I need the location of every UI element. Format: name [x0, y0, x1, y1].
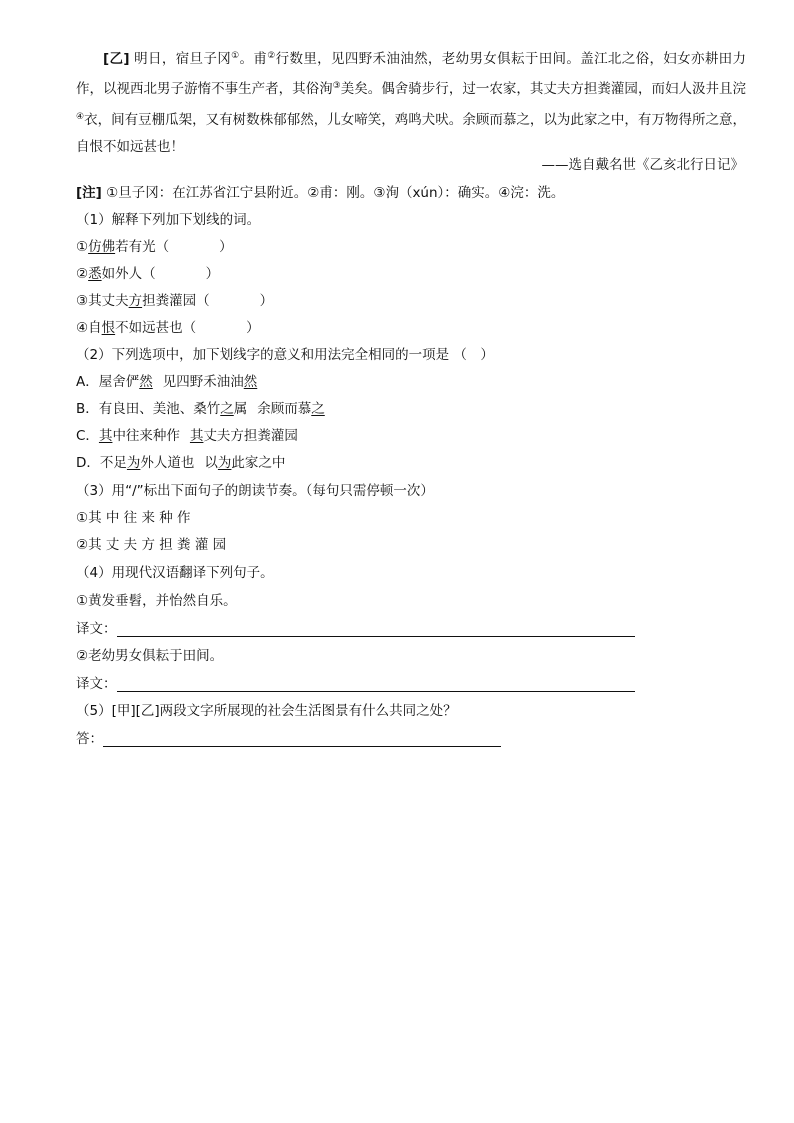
- q3-sentence[interactable]: ①其 中 往 来 种 作: [76, 510, 191, 526]
- q4-sentence: ②老幼男女俱耘于田间。: [76, 648, 224, 664]
- q1-item: ④自恨不如远甚也（ ）: [76, 320, 260, 336]
- footnote-marker: ②: [267, 51, 276, 61]
- answer-line[interactable]: [117, 673, 635, 692]
- q4-sentence: ①黄发垂髫，并怡然自乐。: [76, 593, 237, 609]
- question-4-prompt: （4）用现代汉语翻译下列句子。: [76, 565, 274, 581]
- question-2-prompt: （2）下列选项中，加下划线字的意义和用法完全相同的一项是 （ ）: [76, 347, 494, 363]
- q2-option-b[interactable]: B．有良田、美池、桑竹之属 余顾而慕之: [76, 401, 325, 417]
- answer-label: 译文：: [76, 676, 117, 692]
- q1-item: ①仿佛若有光（ ）: [76, 239, 233, 255]
- answer-label: 答：: [76, 731, 103, 747]
- question-3-prompt: （3）用“/”标出下面句子的朗读节奏。（每句只需停顿一次）: [76, 483, 434, 499]
- note-text: ①旦子冈：在江苏省江宁县附近。②甫：刚。③洵（xún）：确实。④浣：洗。: [106, 185, 565, 201]
- annotation-note: [76, 180, 564, 207]
- question-1-prompt: （1）解释下列加下划线的词。: [76, 212, 261, 228]
- q1-item: ②悉如外人（ ）: [76, 266, 220, 282]
- q2-option-d[interactable]: D．不足为外人道也 以为此家之中: [76, 455, 286, 471]
- q2-option-a[interactable]: A．屋舍俨然 见四野禾油油然: [76, 374, 258, 390]
- passage-source: ——选自戴名世《乙亥北行日记》: [541, 157, 744, 173]
- passage-tag: [乙]: [103, 51, 130, 67]
- q3-sentence[interactable]: ②其 丈 夫 方 担 粪 灌 园: [76, 537, 227, 553]
- q2-option-c[interactable]: C．其中往来种作 其丈夫方担粪灌园: [76, 428, 298, 444]
- passage-yi: [乙] 明日，宿旦子冈①。甫②行数里，见四野禾油油然，老幼男女俱耘于田间。盖江北之俗，妇女亦耕田力作，以视西北男子游惰不事生产者，其俗洵③美矣。偶舍骑步行，过一农家，其丈夫方担粪灌园，而妇人汲井且浣④衣，间有豆棚瓜架，又有树数株郁郁然，儿女啼笑，鸡鸣犬吠。余顾而慕之，以为此家之中，有万物得所之意，自恨不如远甚也！: [76, 51, 747, 155]
- answer-label: 译文：: [76, 621, 117, 637]
- answer-line[interactable]: [117, 618, 635, 637]
- answer-line[interactable]: [103, 728, 501, 747]
- question-5-prompt: （5）[甲][乙]两段文字所展现的社会生活图景有什么共同之处？: [76, 703, 457, 719]
- footnote-marker: ③: [332, 81, 341, 92]
- q4-answer-row: [76, 616, 635, 643]
- q5-answer-row: [76, 726, 501, 753]
- note-label: [注]: [76, 185, 102, 201]
- footnote-marker: ④: [76, 111, 85, 122]
- q1-item: ③其丈夫方担粪灌园（ ）: [76, 293, 274, 309]
- q4-answer-row: [76, 671, 635, 698]
- footnote-marker: ①: [231, 51, 240, 61]
